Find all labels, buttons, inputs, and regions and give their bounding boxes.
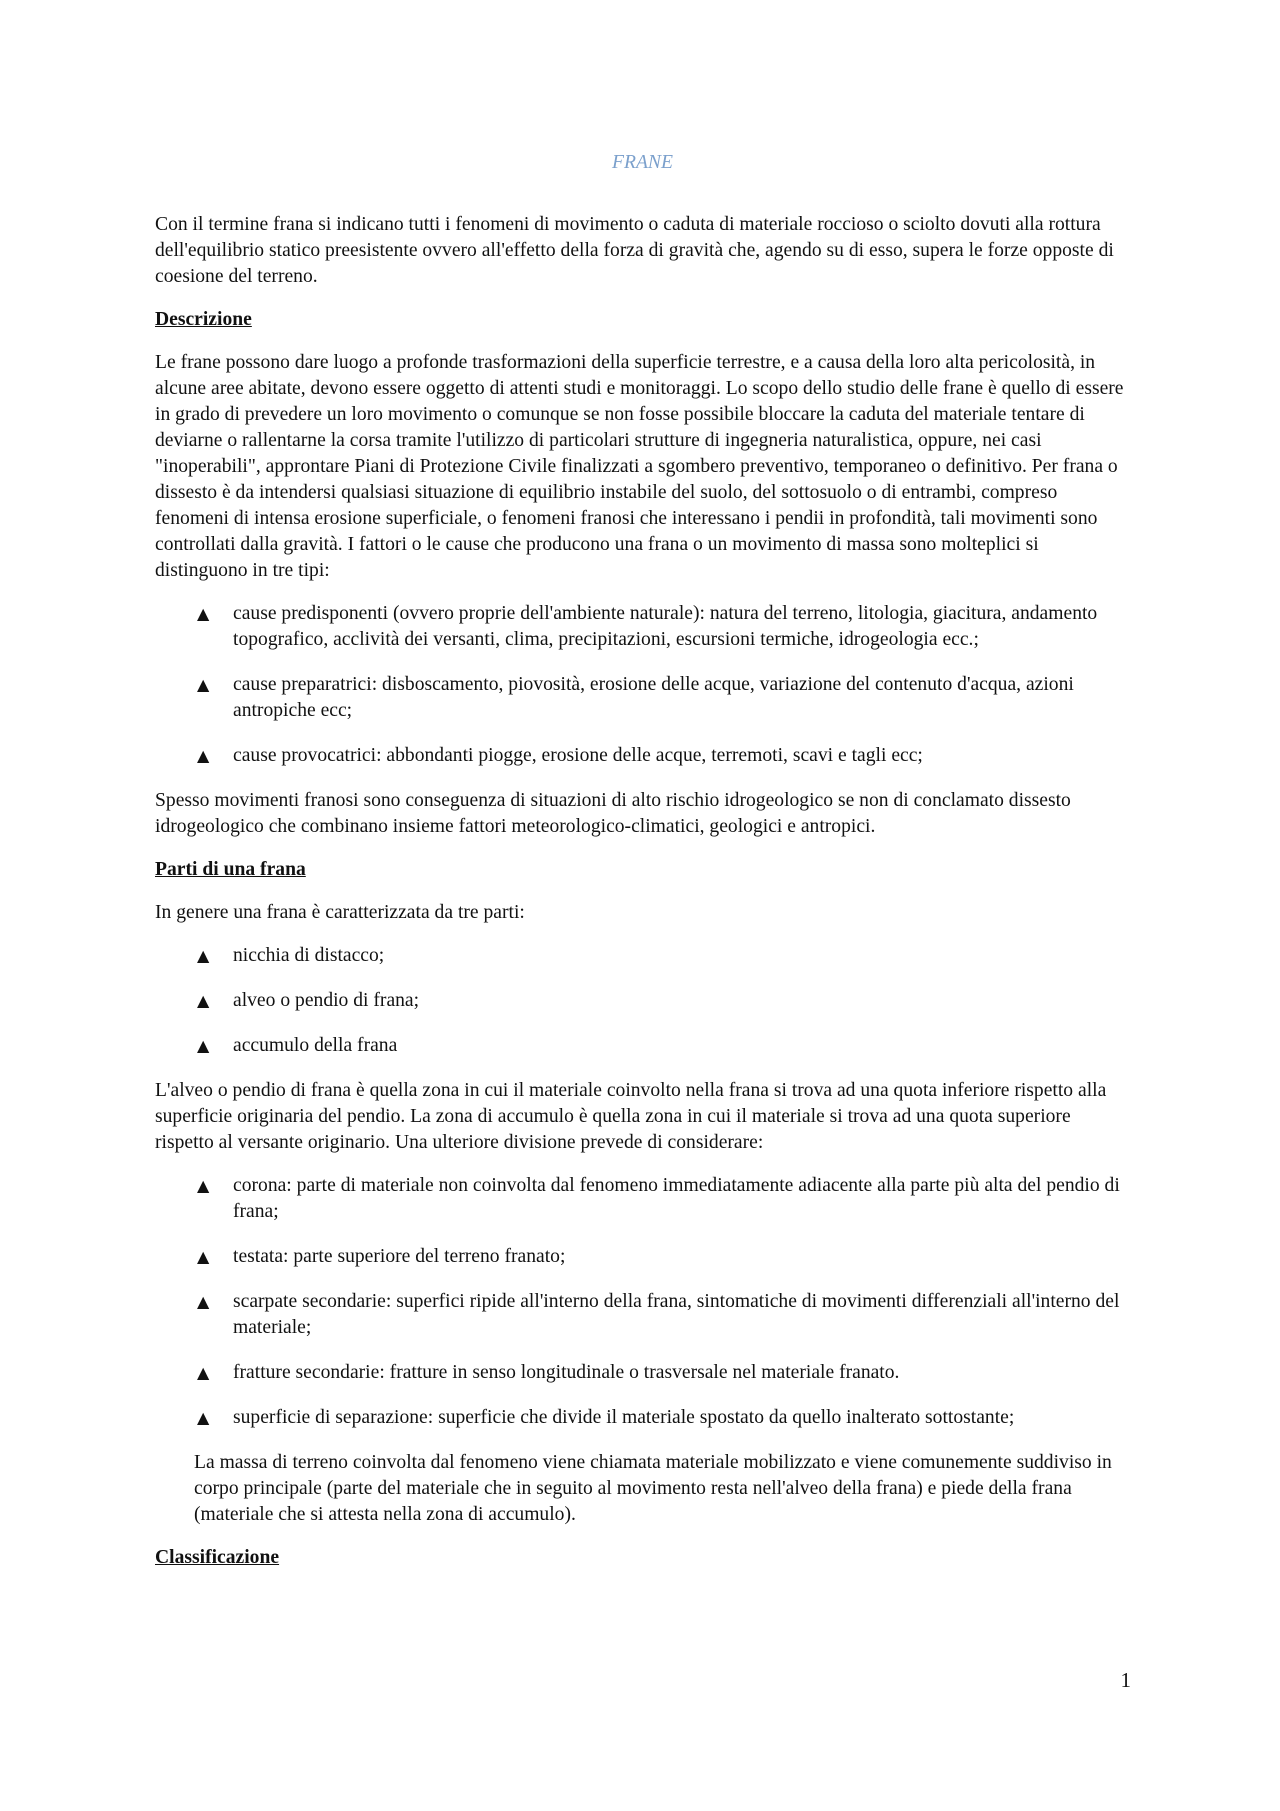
triangle-bullet-icon: ▲ xyxy=(197,1408,210,1427)
list-item xyxy=(155,988,1130,1014)
list-item xyxy=(155,1244,1130,1270)
triangle-bullet-icon: ▲ xyxy=(197,1247,210,1266)
triangle-bullet-icon: ▲ xyxy=(197,1176,210,1195)
causes-list xyxy=(155,601,1130,769)
list-item xyxy=(155,601,1130,653)
triangle-bullet-icon: ▲ xyxy=(197,991,210,1010)
triangle-bullet-icon: ▲ xyxy=(197,946,210,965)
list-item-text: superficie di separazione: superficie che divide il materiale spostato da quello inalterato sottostante; xyxy=(233,1407,1015,1428)
intro-paragraph: Con il termine frana si indicano tutti i fenomeni di movimento o caduta di materiale roccioso o sciolto dovuti alla rottura dell'equilibrio statico preesistente ovvero all'effetto della forza di gravità che, agendo su di esso, supera le forze opposte di coesione del terreno. xyxy=(155,214,1114,287)
triangle-bullet-icon: ▲ xyxy=(197,1363,210,1382)
list-item xyxy=(155,1289,1130,1341)
list-item-text: scarpate secondarie: superfici ripide all'interno della frana, sintomatiche di movimenti differenziali all'interno del materiale; xyxy=(233,1291,1120,1338)
list-item-text: cause provocatrici: abbondanti piogge, erosione delle acque, terremoti, scavi e tagli ecc; xyxy=(233,745,923,766)
list-item xyxy=(155,1033,1130,1059)
page-number: 1 xyxy=(1120,1668,1131,1692)
list-item-text: corona: parte di materiale non coinvolta dal fenomeno immediatamente adiacente alla parte più alta del pendio di frana; xyxy=(233,1175,1120,1222)
list-item xyxy=(155,1173,1130,1225)
list-item xyxy=(155,743,1130,769)
divisions-list xyxy=(155,1173,1130,1431)
mass-paragraph: La massa di terreno coinvolta dal fenomeno viene chiamata materiale mobilizzato e viene comunemente suddiviso in corpo principale (parte del materiale che in seguito al movimento resta nell'alveo della frana) e piede della frana (materiale che si attesta nella zona di accumulo). xyxy=(194,1452,1112,1525)
parti-paragraph: L'alveo o pendio di frana è quella zona in cui il materiale coinvolto nella frana si trova ad una quota inferiore rispetto alla superficie originaria del pendio. La zona di accumulo è quella zona in cui il materiale si trova ad una quota superiore rispetto al versante originario. Una ulteriore divisione prevede di considerare: xyxy=(155,1080,1107,1153)
list-item-text: testata: parte superiore del terreno franato; xyxy=(233,1246,566,1267)
list-item xyxy=(155,1360,1130,1386)
list-item xyxy=(155,672,1130,724)
heading-descrizione: Descrizione xyxy=(155,309,252,330)
list-item-text: accumulo della frana xyxy=(233,1035,398,1056)
document-page xyxy=(155,150,1130,1588)
list-item xyxy=(155,943,1130,969)
parts-list xyxy=(155,943,1130,1059)
list-item-text: fratture secondarie: fratture in senso longitudinale o trasversale nel materiale franato. xyxy=(233,1362,900,1383)
parti-intro-paragraph: In genere una frana è caratterizzata da tre parti: xyxy=(155,902,525,923)
list-item-text: nicchia di distacco; xyxy=(233,945,385,966)
heading-parti-di-una-frana: Parti di una frana xyxy=(155,859,306,880)
descrizione-paragraph: Le frane possono dare luogo a profonde trasformazioni della superficie terrestre, e a causa della loro alta pericolosità, in alcune aree abitate, devono essere oggetto di attenti studi e monitoraggi. Lo scopo dello studio delle frane è quello di essere in grado di prevedere un loro movimento o comunque se non fosse possibile bloccare la caduta del materiale tentare di deviarne o rallentarne la corsa tramite l'utilizzo di particolari strutture di ingegneria naturalistica, oppure, nei casi "inoperabili", approntare Piani di Protezione Civile finalizzati a sgombero preventivo, temporaneo o definitivo. Per frana o dissesto è da intendersi qualsiasi situazione di equilibrio instabile del suolo, del sottosuolo o di entrambi, compreso fenomeni di intensa erosione superficiale, o fenomeni franosi che interessano i pendii in profondità, tali movimenti sono controllati dalla gravità. I fattori o le cause che producono una frana o un movimento di massa sono molteplici si distinguono in tre tipi: xyxy=(155,352,1124,581)
triangle-bullet-icon: ▲ xyxy=(197,746,210,765)
heading-classificazione: Classificazione xyxy=(155,1547,280,1568)
triangle-bullet-icon: ▲ xyxy=(197,675,210,694)
triangle-bullet-icon: ▲ xyxy=(197,1036,210,1055)
list-item-text: cause predisponenti (ovvero proprie dell'ambiente naturale): natura del terreno, litologia, giacitura, andamento topografico, acclività dei versanti, clima, precipitazioni, escursioni termiche, idrogeologia ecc.; xyxy=(233,603,1098,650)
list-item xyxy=(155,1405,1130,1431)
triangle-bullet-icon: ▲ xyxy=(197,604,210,623)
document-title: FRANE xyxy=(612,152,673,173)
list-item-text: alveo o pendio di frana; xyxy=(233,990,420,1011)
triangle-bullet-icon: ▲ xyxy=(197,1292,210,1311)
list-item-text: cause preparatrici: disboscamento, piovosità, erosione delle acque, variazione del contenuto d'acqua, azioni antropiche ecc; xyxy=(233,674,1074,721)
descrizione-closing-paragraph: Spesso movimenti franosi sono conseguenza di situazioni di alto rischio idrogeologico se non di conclamato dissesto idrogeologico che combinano insieme fattori meteorologico-climatici, geologici e antropici. xyxy=(155,790,1071,837)
